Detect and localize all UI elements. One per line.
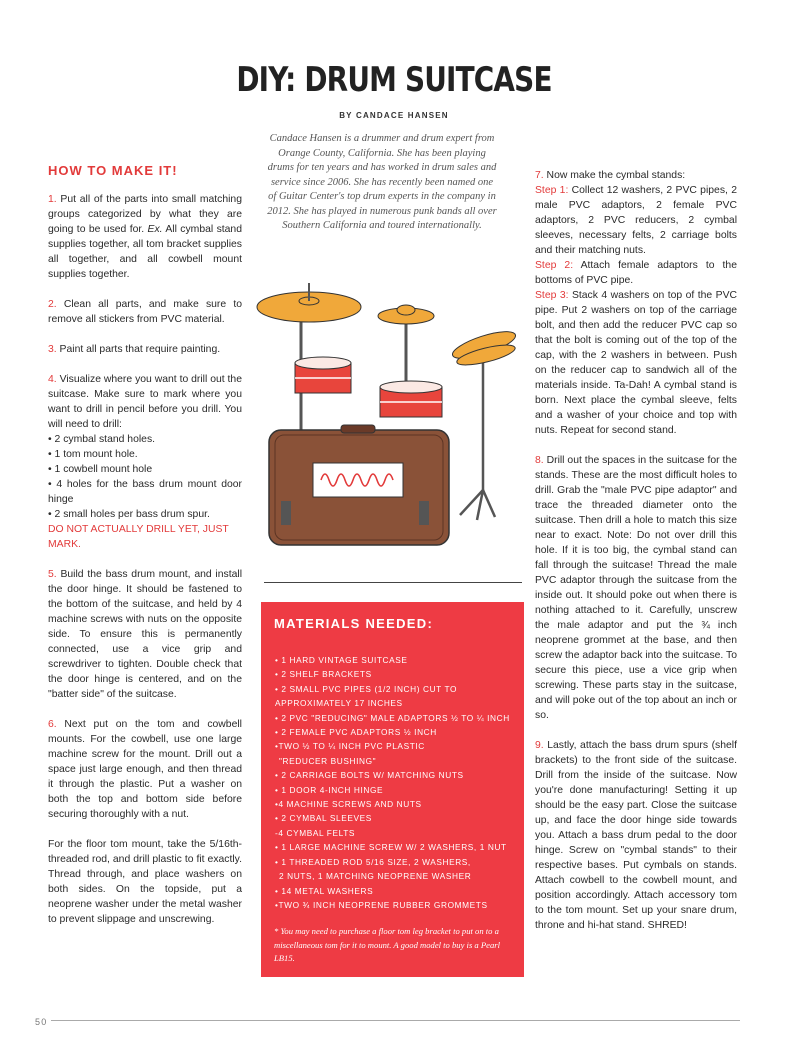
list-item: • 1 HARD VINTAGE SUITCASE bbox=[275, 655, 408, 665]
step-text: Attach female adaptors to the bottoms of PVC pipe. bbox=[535, 260, 737, 286]
list-item: • 1 THREADED ROD 5/16 SIZE, 2 WASHERS, bbox=[275, 856, 471, 867]
step-label: Step 2: bbox=[535, 260, 574, 271]
example-label: Ex. bbox=[147, 224, 163, 235]
author-bio: Candace Hansen is a drummer and drum expert from Orange County, California. She has been playing drums for ten years and has worked in drum sales and service since 2006. She has recently been named one of Guitar Center's top drum experts in the company in 2012. She has played in numerous punk bands all over Southern California and toured internationally. bbox=[267, 133, 497, 231]
step-number: 7. bbox=[535, 170, 544, 181]
list-item: APPROXIMATELY 17 INCHES bbox=[275, 698, 403, 709]
bullet: • 2 cymbal stand holes. bbox=[48, 434, 156, 445]
step-text: Lastly, attach the bass drum spurs (shelf brackets) to the front side of the suitcase. Drill from the inside of the suitcase. Now you're done manufacturing! Setting it up should be the easy part. Close the suitcase up, and face the door hinge side towards you. Attach a bass drum pedal to the door hinge. Screw on "cymbal stands" to their respective bases. Put cymbals on stands. Attach cowbell to the cowbell mount, and position accordingly. Attach accessory tom to the tom mount. Set up your snare drum, throne and hi-hat stand. SHRED! bbox=[535, 740, 737, 931]
step-number: 8. bbox=[535, 455, 544, 466]
byline: BY CANDACE HANSEN bbox=[339, 111, 449, 120]
step-number: 9. bbox=[535, 740, 544, 751]
materials-heading: MATERIALS NEEDED: bbox=[274, 616, 434, 631]
list-item: • 2 FEMALE PVC ADAPTORS ½ INCH bbox=[275, 727, 437, 738]
list-item: 2 NUTS, 1 MATCHING NEOPRENE WASHER bbox=[279, 871, 472, 882]
step-4 bbox=[48, 372, 242, 432]
step-number: 3. bbox=[48, 344, 57, 355]
step-5 bbox=[48, 567, 242, 702]
list-item: • 2 SMALL PVC PIPES (1/2 INCH) CUT TO bbox=[275, 683, 458, 694]
step-6-floor-tom: For the floor tom mount, take the 5/16th-threaded rod, and drill plastic to fit exactly. Thread through, and place washers on both sides. On the topside, put a neoprene washer under the metal washer to prevent slippage and unscrewing. bbox=[48, 839, 242, 925]
step-text: All cymbal stand supplies together, all tom bracket supplies all together, and all cowbell mount supplies together. bbox=[48, 224, 242, 280]
step-text: Next put on the tom and cowbell mounts. For the cowbell, use one large machine screw for the mount. Drill out a space just large enough, and then thread it through the plastic. Put a washer on both the top and bottom side before securing thoroughly with a nut. bbox=[48, 719, 242, 820]
bass-drum-spur bbox=[281, 501, 291, 525]
divider bbox=[264, 582, 522, 583]
page-number: 50 bbox=[35, 1017, 51, 1027]
step-7-2 bbox=[535, 258, 737, 288]
step-number: 2. bbox=[48, 299, 57, 310]
bullet: • 4 holes for the bass drum mount door hinge bbox=[48, 479, 242, 505]
step-text: Clean all parts, and make sure to remove all stickers from PVC material. bbox=[48, 299, 242, 325]
page-title: DIY: DRUM SUITCASE bbox=[236, 60, 552, 100]
list-item: • 1 LARGE MACHINE SCREW W/ 2 WASHERS, 1 NUT bbox=[275, 842, 507, 853]
list-item: • 1 DOOR 4-INCH HINGE bbox=[275, 784, 384, 795]
list-item: • 2 CARRIAGE BOLTS W/ MATCHING NUTS bbox=[275, 770, 464, 781]
step-number: 5. bbox=[48, 569, 57, 580]
step-1 bbox=[48, 192, 242, 282]
list-item: • 2 CYMBAL SLEEVES bbox=[275, 813, 372, 824]
step-text: Drill out the spaces in the suitcase for the stands. These are the most difficult holes to drill. Grab the "male PVC pipe adaptor" and trace the threaded diameter onto the suitcase. Then drill a hole to match this size near to exact. Note: Do not over drill this hole. If it is too big, the cymbal stand can fall through the suitcase! Thread the male PVC adaptor through the suitcase from the inside out. It should poke out when there is nothing attached to it. Carefully, unscrew the male adaptor and put the ¾ inch neoprene grommet at the base, and then screw the adaptor back into the suitcase. To secure this piece, use a vice grip when screwing. These parts stay in the suitcase, and will poke out of the top about an inch or so. bbox=[535, 455, 737, 721]
list-item: • 2 SHELF BRACKETS bbox=[275, 669, 372, 680]
step-2 bbox=[48, 297, 242, 327]
list-item: •TWO ¾ INCH NEOPRENE RUBBER GROMMETS bbox=[275, 899, 488, 910]
step-number: 1. bbox=[48, 194, 57, 205]
bullet: • 2 small holes per bass drum spur. bbox=[48, 509, 210, 520]
list-item: • 14 METAL WASHERS bbox=[275, 885, 374, 896]
list-item: -4 CYMBAL FELTS bbox=[275, 827, 356, 838]
step-7-3 bbox=[535, 288, 737, 438]
step-number: 6. bbox=[48, 719, 57, 730]
list-item: • 2 PVC "REDUCING" MALE ADAPTORS ½ TO ¼ INCH bbox=[275, 712, 510, 723]
bullet: • 1 cowbell mount hole bbox=[48, 464, 153, 475]
drill-warning: DO NOT ACTUALLY DRILL YET, JUST MARK. bbox=[48, 524, 229, 550]
suitcase-handle bbox=[341, 425, 375, 433]
instructions-left-column bbox=[48, 163, 242, 927]
how-to-heading: HOW TO MAKE IT! bbox=[48, 163, 178, 178]
materials-note: * You may need to purchase a floor tom leg bracket to put on to a miscellaneous tom for it to mount. A good model to buy is a Pearl LB15. bbox=[274, 926, 500, 963]
list-item: •TWO ½ TO ¼ INCH PVC PLASTIC bbox=[275, 741, 425, 752]
instructions-right-column bbox=[535, 168, 737, 933]
list-item: •4 MACHINE SCREWS AND NUTS bbox=[275, 799, 422, 810]
step-7 bbox=[535, 168, 737, 183]
step-text: Visualize where you want to drill out the suitcase. Make sure to mark where you want to drill in pencil before you drill. You will need to drill: bbox=[48, 374, 242, 430]
materials-box bbox=[261, 602, 524, 977]
step-number: 4. bbox=[48, 374, 57, 385]
step-text: Paint all parts that require painting. bbox=[56, 344, 221, 355]
cowbell bbox=[397, 305, 415, 315]
step-8 bbox=[535, 453, 737, 723]
step-9 bbox=[535, 738, 737, 933]
list-item: "REDUCER BUSHING" bbox=[279, 755, 377, 766]
step-7-1 bbox=[535, 183, 737, 258]
bass-drum-spur bbox=[419, 501, 429, 525]
step-3 bbox=[48, 342, 242, 357]
footer-rule bbox=[48, 1020, 740, 1021]
drum-suitcase-illustration bbox=[255, 275, 545, 565]
step-text: Collect 12 washers, 2 PVC pipes, 2 male PVC adaptors, 2 female PVC adaptors, 2 PVC reducers, 2 cymbal sleeves, necessary felts, 2 carriage bolts and their matching nuts. bbox=[535, 185, 737, 256]
bullet: • 1 tom mount hole. bbox=[48, 449, 138, 460]
step-text: Stack 4 washers on top of the PVC pipe. Put 2 washers on top of the carriage bolt, and then add the reducer PVC cap so that the bolt is coming out of the top of the cap, with the 2 washers in between. Push on the reducer cap to sandwich all of the materials inside. Ta-Dah! A cymbal stand is born. Next place the cymbal sleeve, felts and a washer of your choice and top with nuts. Repeat for second stand. bbox=[535, 290, 738, 436]
step-label: Step 3: bbox=[535, 290, 569, 301]
step-text: Build the bass drum mount, and install the door hinge. It should be fastened to the bottom of the suitcase, and held by 4 machine screws with nuts on the opposite side. To ensure this is permanently connected, use a vice grip and screwdriver to tighten. Double check that the door hinge is centered, and on the "batter side" of the suitcase. bbox=[48, 569, 242, 700]
materials-list bbox=[275, 653, 520, 912]
step-6 bbox=[48, 717, 242, 822]
step-label: Step 1: bbox=[535, 185, 569, 196]
step-text: Now make the cymbal stands: bbox=[543, 170, 686, 181]
step-text: Put all of the parts into small matching groups categorized by what they are going to be used for. bbox=[48, 194, 242, 235]
suitcase-label bbox=[313, 463, 403, 497]
